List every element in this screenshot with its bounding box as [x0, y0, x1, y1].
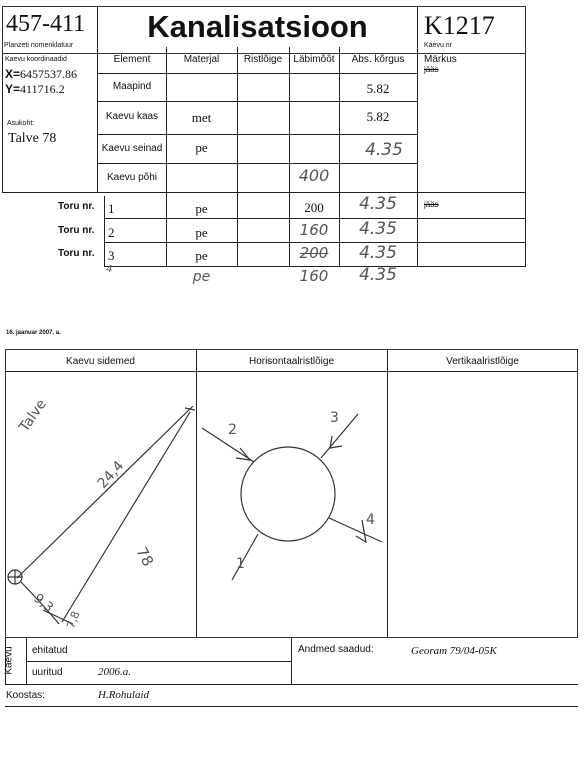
distance-long: 24,4 [94, 457, 128, 492]
street-label: Talve [16, 396, 51, 435]
author-value: H.Rohulaid [98, 689, 150, 701]
pipe-arrow [330, 436, 342, 448]
sheet-caption: Planzeti nomenklatuur [4, 42, 74, 49]
pipe-number: 2 [228, 422, 237, 438]
surveyed-label: uuritud [32, 667, 63, 678]
row-element: Maapind [112, 81, 152, 92]
pipe-material: pe [195, 225, 208, 240]
row-elevation: 4.35 [365, 140, 403, 160]
sheet-number: 457-411 [6, 11, 86, 37]
x-coordinate: X=6457537.86 [5, 67, 78, 81]
col-header-section: Ristlõige [243, 54, 283, 65]
pipe-number: 4 [366, 512, 375, 528]
well-id: K1217 [424, 11, 495, 40]
row-material: pe [195, 140, 208, 155]
row-element: Kaevu põhi [106, 172, 158, 183]
extra-pipe-diameter: 160 [299, 267, 329, 285]
col-header-material: Materjal [183, 54, 220, 65]
col-header-element: Element [113, 54, 151, 65]
extra-pipe-material: pe [192, 269, 211, 285]
pipe-diameter: 200 [299, 244, 329, 262]
distance-short: 7,8 [64, 609, 83, 631]
source-label: Andmed saadud: [298, 644, 374, 655]
extra-pipe-nr: 4 [106, 264, 113, 275]
well-caption: Kaevu nr [424, 42, 453, 49]
built-label: ehitatud [32, 645, 68, 656]
pipe-line [321, 414, 358, 458]
sketch-line [62, 412, 190, 622]
page-title: Kanalisatsioon [147, 9, 368, 44]
pipe-number: 3 [330, 410, 339, 426]
well-outline [241, 447, 335, 541]
row-element: Kaevu seinad [101, 143, 163, 154]
horizontal-section [196, 372, 387, 638]
pipe-label: Toru nr. [58, 248, 95, 259]
pipe-label: Toru nr. [58, 201, 95, 212]
location-value: Talve 78 [8, 131, 57, 146]
pipe-number: 1 [236, 556, 245, 572]
extra-pipe-elevation: 4.35 [359, 265, 397, 285]
author-label: Koostas: [6, 690, 45, 701]
row-elevation: 5.82 [366, 109, 390, 124]
footer-side-label: Kaevu [3, 646, 15, 675]
document-date: 16. jaanuar 2007. a. [6, 330, 61, 336]
ties-sketch [5, 372, 196, 638]
col-header-elevation: Abs. kõrgus [351, 54, 405, 65]
surveyed-value: 2006.a. [98, 666, 131, 678]
panel-title-ties: Kaevu sidemed [66, 356, 135, 367]
col-header-diameter: Läbimõõt [293, 54, 335, 65]
pipe-material: pe [195, 248, 208, 263]
pipe-note: jääs [424, 200, 439, 209]
location-caption: Asukoht: [7, 120, 35, 127]
distance-mid: 9,3 [30, 591, 56, 616]
pipe-elevation: 4.35 [359, 243, 397, 263]
panel-title-vertical: Vertikaalristlõige [446, 356, 519, 367]
pipe-elevation: 4.35 [359, 219, 397, 239]
col-header-note: Märkus [424, 54, 457, 65]
pipe-label: Toru nr. [58, 225, 95, 236]
row-elevation: 5.82 [366, 81, 390, 96]
note-header-extra: jääs [424, 65, 439, 74]
row-material: met [191, 110, 212, 125]
row-element: Kaevu kaas [105, 111, 159, 122]
pipe-elevation: 4.35 [359, 194, 397, 214]
pipe-material: pe [195, 201, 208, 216]
panel-title-horizontal: Horisontaalristlõige [248, 356, 335, 367]
pipe-nr: 3 [108, 248, 115, 263]
pipe-nr: 2 [108, 225, 115, 240]
pipe-diameter: 200 [304, 200, 324, 215]
coords-caption: Kaevu koordinaadid [5, 56, 67, 63]
y-coordinate: Y=411716.2 [5, 82, 65, 96]
pipe-diameter: 160 [299, 221, 329, 239]
house-number: 78 [132, 543, 158, 570]
source-value: Georam 79/04-05K [411, 645, 497, 657]
pipe-nr: 1 [108, 201, 115, 216]
pipe-arrow [236, 448, 250, 460]
row-diameter: 400 [298, 166, 330, 185]
